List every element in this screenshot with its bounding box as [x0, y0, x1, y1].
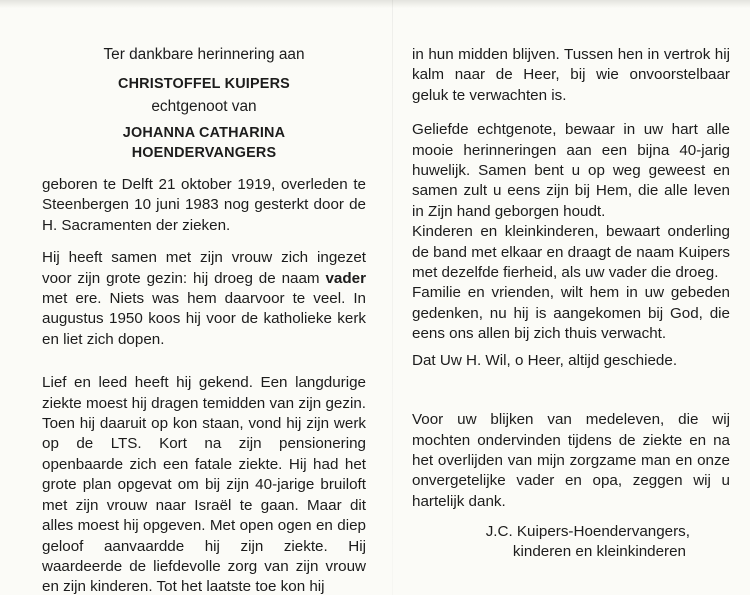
family-paragraph [42, 248, 366, 350]
family-friends-paragraph: Familie en vrienden, wilt hem in uw gebeden gedenken, nu hij is aangekomen bij God, die eens ons allen bij zich thuis verwacht. [412, 284, 730, 343]
birth-death-paragraph: geboren te Delft 21 oktober 1919, overleden te Steenbergen 10 juni 1983 nog gesterkt door de H. Sacramenten der zieken. [42, 176, 366, 234]
signature-line1: J.C. Kuipers-Hoendervangers, [485, 523, 690, 541]
spouse-paragraph: Geliefde echtgenote, bewaar in uw hart alle mooie herinneringen aan een bijna 40-jarig huwelijk. Samen bent u op weg geweest en samen zult u eens zijn bij Hem, die alle leven in Zijn hand geborgen houdt. [412, 121, 730, 220]
spouse-label: echtgenoot van [151, 98, 257, 115]
right-column [412, 46, 730, 562]
signature-line2: kinderen en kleinkinderen [512, 543, 686, 561]
intro-line: Ter dankbare herinnering aan [103, 46, 305, 63]
card-fold [392, 0, 393, 595]
prayer-line: Dat Uw H. Wil, o Heer, altijd geschiede. [412, 351, 678, 369]
spouse-name-line2: HOENDERVANGERS [131, 145, 277, 161]
children-paragraph: Kinderen en kleinkinderen, bewaart onderling de band met elkaar en draagt de naam Kuipers met dezelfde fierheid, als uw vader die droeg. [412, 223, 730, 282]
departure-paragraph: in hun midden blijven. Tussen hen in vertrok hij kalm naar de Heer, bij wie onvoorstelbaar geluk te verwachten is. [412, 46, 730, 104]
deceased-name: CHRISTOFFEL KUIPERS [118, 76, 290, 92]
spouse-name-line1: JOHANNA CATHARINA [122, 125, 286, 141]
family-paragraph-part2: met ere. Niets was hem daarvoor te veel. In augustus 1950 koos hij voor de katholieke kerk en liet zich dopen. [42, 290, 366, 348]
top-edge-shadow [0, 0, 750, 8]
family-paragraph-part1: Hij heeft samen met zijn vrouw zich ingezet voor zijn grote gezin: hij droeg de naam [42, 249, 366, 287]
left-column [42, 46, 366, 598]
thanks-paragraph: Voor uw blijken van medeleven, die wij mochten ondervinden tijdens de ziekte en na het overlijden van mijn zorgzame man en onze onvergetelijke vader en opa, zeggen wij u hartelijk dank. [412, 411, 730, 510]
vader-emphasis: vader [325, 269, 366, 287]
life-paragraph: Lief en leed heeft hij gekend. Een langdurige ziekte moest hij dragen temidden van zijn gezin. Toen hij daaruit op kon staan, vond hij zijn werk op de LTS. Kort na zijn pensionering openbaarde zich een fatale ziekte. Hij had het grote plan opgevat om bij zijn 40-jarige bruiloft met zijn vrouw naar Israël te gaan. Maar dit alles moest hij opgeven. Met open ogen en diep geloof aanvaardde hij zijn ziekte. Hij waardeerde de liefdevolle zorg van zijn vrouw en zijn kinderen. Tot het laatste toe kon hij [42, 374, 366, 596]
